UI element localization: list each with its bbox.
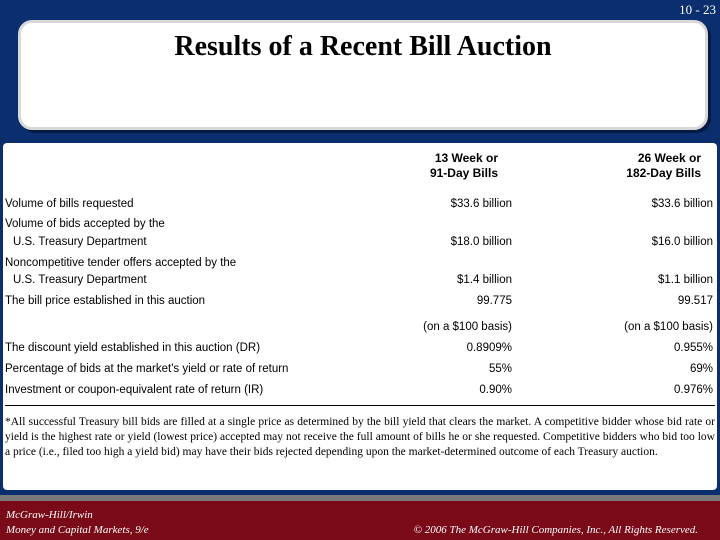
value-26-volume-requested: $33.6 billion <box>651 198 713 210</box>
table-divider <box>5 405 715 406</box>
value-13-bids-accepted: $18.0 billion <box>450 236 512 248</box>
value-13-noncompetitive: $1.4 billion <box>457 274 512 286</box>
col-26-line2: 182-Day Bills <box>626 166 701 180</box>
slide-number: 10 - 23 <box>679 2 716 17</box>
auction-table-panel <box>3 143 717 490</box>
value-26-noncompetitive: $1.1 billion <box>658 274 713 286</box>
row-label-noncompetitive-line1: Noncompetitive tender offers accepted by the <box>5 257 237 269</box>
footer-publisher: McGraw-Hill/Irwin <box>6 509 93 521</box>
value-13-percentage-bids: 55% <box>488 363 512 375</box>
row-label-bids-accepted-line2: U.S. Treasury Department <box>13 236 147 248</box>
value-26-bill-price: 99.517 <box>677 295 713 307</box>
value-26-percentage-bids: 69% <box>689 363 713 375</box>
row-label-noncompetitive-line2: U.S. Treasury Department <box>13 274 147 286</box>
value-26-price-basis: (on a $100 basis) <box>624 321 713 333</box>
value-26-discount-yield: 0.955% <box>673 342 713 354</box>
title-box <box>18 20 708 130</box>
col-26-line1: 26 Week or <box>637 151 701 165</box>
col-13-line1: 13 Week or <box>434 151 498 165</box>
footer-book: Money and Capital Markets, 9/e <box>6 524 149 536</box>
col-26-week-header <box>601 151 701 181</box>
row-label-discount-yield: The discount yield established in this auction (DR) <box>5 342 261 354</box>
row-label-bids-accepted-line1: Volume of bids accepted by the <box>5 218 165 230</box>
footer-bar <box>0 501 720 540</box>
row-label-investment-rate: Investment or coupon-equivalent rate of return (IR) <box>5 384 264 396</box>
value-13-volume-requested: $33.6 billion <box>450 198 512 210</box>
row-label-volume-requested: Volume of bills requested <box>5 198 134 210</box>
slide-title: Results of a Recent Bill Auction <box>174 31 552 62</box>
col-13-week-header <box>398 151 498 181</box>
row-label-percentage-bids: Percentage of bids at the market's yield or rate of return <box>5 363 289 375</box>
value-26-investment-rate: 0.976% <box>673 384 713 396</box>
value-13-bill-price: 99.775 <box>476 295 512 307</box>
col-13-line2: 91-Day Bills <box>429 166 498 180</box>
footnote: *All successful Treasury bill bids are filled at a single price as determined by the bill yield that clears the market. A competitive bidder whose bid rate or yield is the highest rate or yield (lowest price) accepted may not receive the full amount of bills he or she requested. Competitive bidders who bid too low a price (i.e., filed too high a yield bid) may have their bids rejected depending upon the market-determined outcome of each Treasury auction. <box>5 416 715 458</box>
value-26-bids-accepted: $16.0 billion <box>651 236 713 248</box>
value-13-price-basis: (on a $100 basis) <box>423 321 512 333</box>
value-13-discount-yield: 0.8909% <box>466 342 512 354</box>
footer-copyright: © 2006 The McGraw-Hill Companies, Inc., All Rights Reserved. <box>413 524 698 536</box>
value-13-investment-rate: 0.90% <box>479 384 512 396</box>
row-label-bill-price: The bill price established in this auction <box>5 295 206 307</box>
